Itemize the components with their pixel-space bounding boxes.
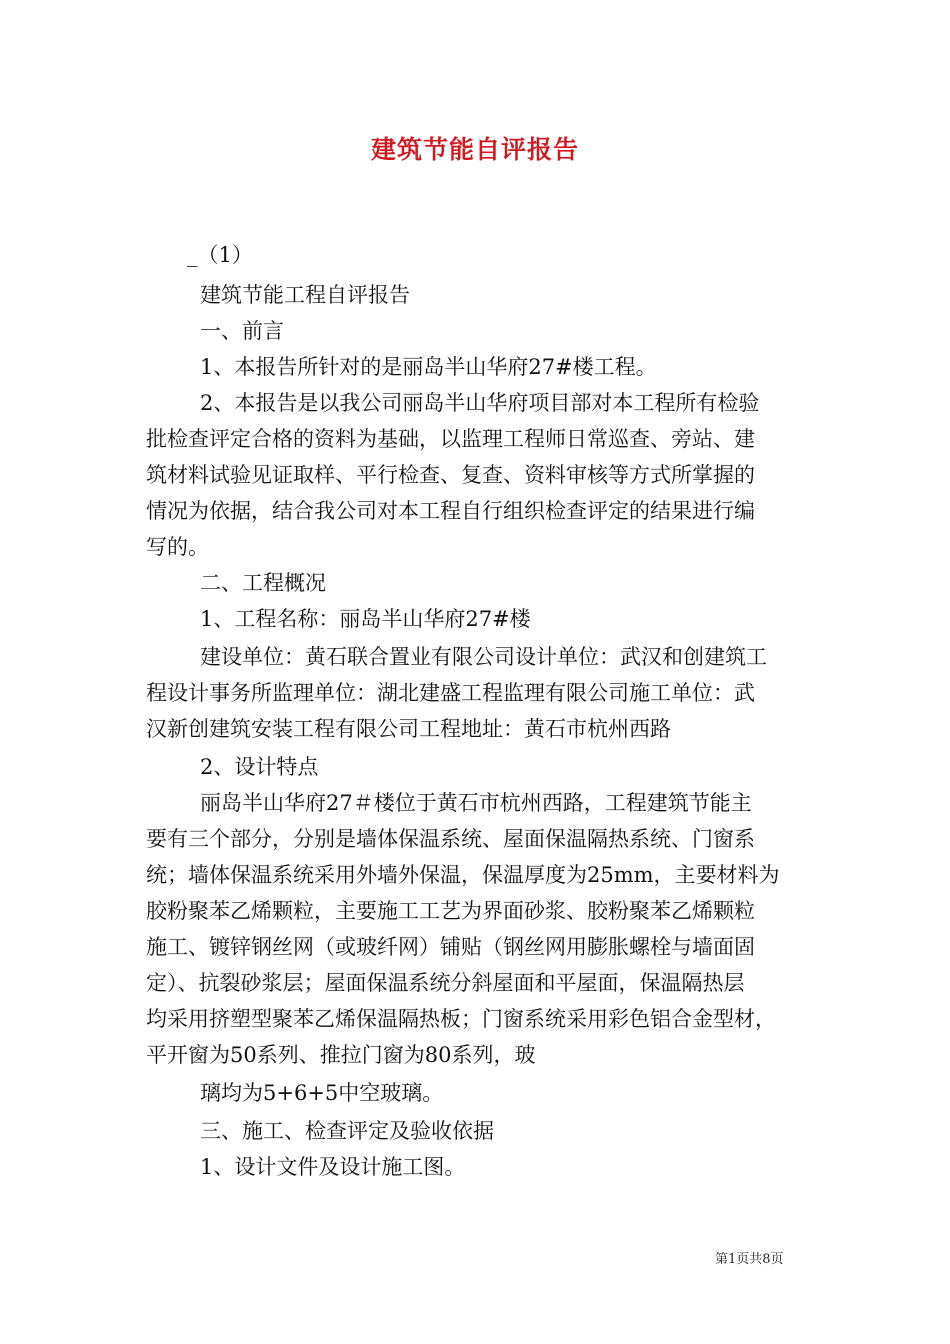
text-line: 平开窗为50系列、推拉门窗为80系列，玻 [146, 1043, 536, 1067]
text-line: 2、设计特点 [200, 755, 319, 779]
text-line: 均采用挤塑型聚苯乙烯保温隔热板；门窗系统采用彩色铝合金型材， [146, 1007, 776, 1031]
text-line: 胶粉聚苯乙烯颗粒，主要施工工艺为界面砂浆、胶粉聚苯乙烯颗粒 [146, 899, 755, 923]
document-title: 建筑节能自评报告 [370, 135, 579, 164]
text-line: 筑材料试验见证取样、平行检查、复查、资料审核等方式所掌握的 [146, 463, 755, 487]
text-line: 要有三个部分，分别是墙体保温系统、屋面保温隔热系统、门窗系 [146, 827, 755, 851]
text-line: 1、本报告所针对的是丽岛半山华府27#楼工程。 [200, 355, 657, 379]
text-line: 施工、镀锌钢丝网（或玻纤网）铺贴（钢丝网用膨胀螺栓与墙面固 [146, 935, 755, 959]
text-line: 汉新创建筑安装工程有限公司工程地址：黄石市杭州西路 [146, 717, 671, 741]
text-line: 批检查评定合格的资料为基础，以监理工程师日常巡查、旁站、建 [146, 427, 755, 451]
text-line: 1、设计文件及设计施工图。 [200, 1155, 466, 1179]
text-line: 建筑节能工程自评报告 [200, 283, 410, 307]
text-line: 定）、抗裂砂浆层；屋面保温系统分斜屋面和平屋面，保温隔热层 [146, 971, 745, 995]
text-line: 写的。 [146, 535, 209, 559]
text-line: 一、前言 [200, 319, 284, 343]
page-number: 第1页共8页 [715, 1252, 784, 1267]
text-line: 三、施工、检查评定及验收依据 [200, 1119, 494, 1143]
text-line: 二、工程概况 [200, 571, 326, 595]
text-line: 璃均为5+6+5中空玻璃。 [200, 1081, 444, 1105]
text-line: 程设计事务所监理单位：湖北建盛工程监理有限公司施工单位：武 [146, 681, 755, 705]
text-line: 2、本报告是以我公司丽岛半山华府项目部对本工程所有检验 [200, 391, 760, 415]
text-line: 统；墙体保温系统采用外墙外保温，保温厚度为25mm，主要材料为 [146, 863, 780, 887]
text-line: 情况为依据，结合我公司对本工程自行组织检查评定的结果进行编 [146, 499, 755, 523]
text-line: 建设单位：黄石联合置业有限公司设计单位：武汉和创建筑工 [200, 645, 767, 669]
text-line: 1、工程名称：丽岛半山华府27#楼 [200, 607, 531, 631]
text-line: 丽岛半山华府27＃楼位于黄石市杭州西路，工程建筑节能主 [200, 791, 752, 815]
text-line: _（1） [187, 243, 253, 267]
